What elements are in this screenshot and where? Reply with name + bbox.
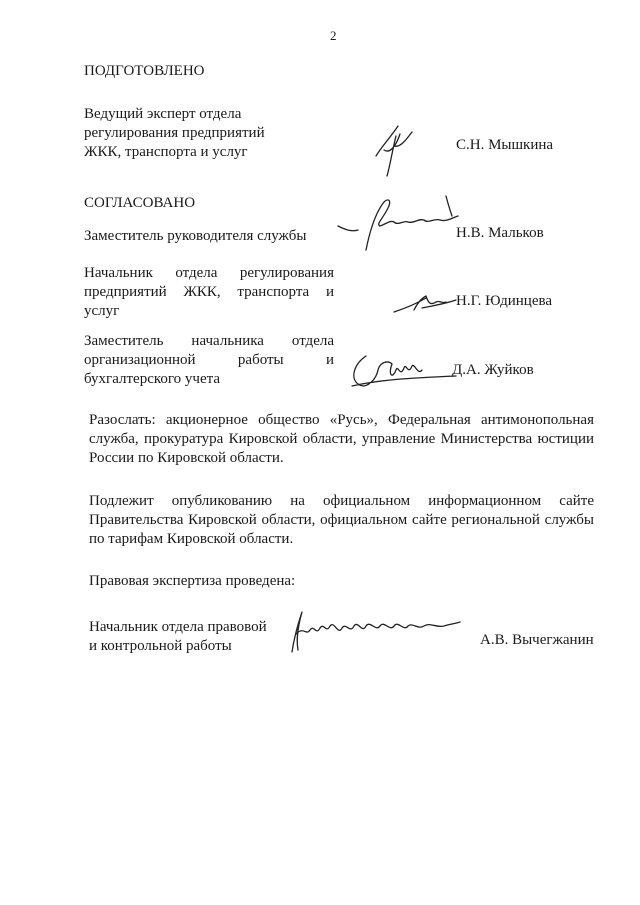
position-line: регулирования предприятий [84,125,265,141]
signature-malkov [336,190,466,252]
signatory-name: Н.Г. Юдинцева [456,293,553,309]
signatory-position [84,264,334,321]
signature-zhuykov [348,350,458,392]
position-line: услуг [84,303,120,319]
prepared-heading: ПОДГОТОВЛЕНО [84,63,205,79]
position-line: Начальник отдела регулирования [84,265,334,281]
signatory-name: С.Н. Мышкина [456,137,554,153]
signatory-position [84,332,334,389]
distribution-paragraph: Разослать: акционерное общество «Русь», Федеральная антимонопольная служба, прокуратура Кировской области, управление Министерства юстиции России по Кировской области. [89,412,594,466]
signature-vychegzhanin [284,606,464,656]
position-line: ЖКК, транспорта и услуг [84,144,248,160]
signatory-name: А.В. Вычегжанин [480,632,594,648]
position-line: бухгалтерского учета [84,371,221,387]
position-line: Ведущий эксперт отдела [84,106,242,122]
prepared-position [84,105,334,162]
signatory-name: Д.А. Жуйков [452,362,534,378]
position-line: Начальник отдела правовой [89,619,267,635]
signature-yudintseva [392,290,458,318]
page-number: 2 [330,28,337,43]
publication-paragraph: Подлежит опубликованию на официальном информационном сайте Правительства Кировской области, официальном сайте региональной службы по тарифам Кировской области. [89,493,594,547]
position-line: организационной работы и [84,352,334,368]
agreed-heading: СОГЛАСОВАНО [84,195,196,211]
position-line: и контрольной работы [89,638,232,654]
signatory-position [84,227,344,246]
legal-review-heading: Правовая экспертиза проведена: [89,573,296,589]
position-line: Заместитель начальника отдела [84,333,334,349]
signatory-name: Н.В. Мальков [456,225,544,241]
position-line: предприятий ЖКК, транспорта и [84,284,334,300]
signature-myshkina [370,116,420,180]
position-line: Заместитель руководителя службы [84,228,307,244]
